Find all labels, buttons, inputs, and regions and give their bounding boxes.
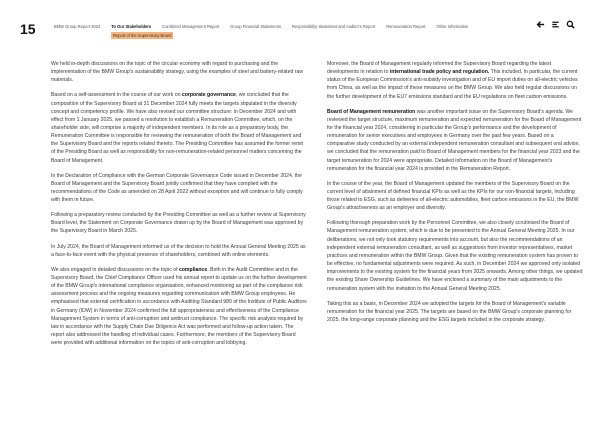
keyword: compliance xyxy=(178,266,208,273)
menu-button[interactable] xyxy=(551,20,560,29)
nav-remuneration-report[interactable]: Remuneration Report xyxy=(386,24,426,29)
body-text xyxy=(51,60,583,354)
back-button[interactable] xyxy=(536,20,545,29)
keyword: international trade policy and regulation. xyxy=(389,69,490,76)
nav-responsibility-statement[interactable]: Responsibility Statement and Auditor's Report xyxy=(292,24,376,29)
paragraph: In the Declaration of Compliance with the German Corporate Governance Code issued in December 2024, the Board of Management and the Supervisory Board jointly confirmed that they have complied with the recommendations of the Code as amended on 28 April 2022 without exception and will continue to fully comply with them in future. xyxy=(51,172,303,204)
nav-group-financial-statements[interactable]: Group Financial Statements xyxy=(230,24,282,29)
nav-other-information[interactable]: Other Information xyxy=(436,24,469,29)
sub-tab-report-of-supervisory-board[interactable]: Report of the Supervisory Board xyxy=(113,33,172,38)
page-number: 15 xyxy=(20,21,36,37)
top-navigation xyxy=(54,24,479,29)
keyword: corporate governance xyxy=(181,92,236,99)
back-arrow-icon xyxy=(536,20,545,29)
paragraph: Board of Management remuneration was another important issue on the Supervisory Board's agenda. We reviewed the target structure, maximum remuneration and expected remuneration for the Board of Management for the financial year 2024, considering in particular the Group's performance and the development of remuneration for senior executives and employees in Germany over the past few years. Based on a comparative study conducted by an external independent remuneration consultant and subsequent oral advice, we concluded that the remuneration paid to Board of Management members for the financial year 2023 and the target remuneration for 2024 were appropriate. Detailed information on the Board of Management's remuneration for the financial year 2024 is provided in the Remuneration Report. xyxy=(327,108,582,172)
search-button[interactable] xyxy=(566,20,575,29)
nav-group-report[interactable]: BMW Group Report 2024 xyxy=(54,24,101,29)
paragraph: Following a preparatory review conducted by the Presiding Committee as well as a further review at Supervisory Board level, the Statement on Corporate Governance drawn up by the Board of Management was approved by the Supervisory Board in March 2025. xyxy=(51,212,306,235)
paragraph: We held in-depth discussions on the topic of the circular economy with regard to purchasing and the implementation of the BMW Group's sustainability strategy, using the examples of steel and battery-related raw materials. xyxy=(51,61,304,84)
paragraph: In the course of the year, the Board of Management updated the members of the Supervisory Board on the current level of attainment of defined financial KPIs as well as the KPIs for our non-financial targets, including those related to ESG, such as deliveries of all-electric automobiles, fleet carbon emissions in the EU, the BMW Group's attractiveness as an employer and diversity. xyxy=(327,180,579,212)
paragraph: We also engaged in detailed discussions on the topic of compliance. Both in the Audit Committee and in the Supervisory Board, the Chief Compliance Officer used his annual report to update us on the further development of the BMW Group's international compliance organisation, enhanced monitoring as part of the compliance risk assessment process and the ongoing measures regarding communication with BMW Group employees. He emphasised that external certification in accordance with Auditing Standard 980 of the Institute of Public Auditors in Germany (IDW) in November 2024 confirmed the full appropriateness and effectiveness of the Compliance Management System in terms of anti-corruption and antitrust compliance. The specific risk analysis required by law in accordance with the Supply Chain Due Diligence Act was performed and follow-up action taken. The report also addressed the handling of individual cases. Furthermore, the members of the Supervisory Board were provided with additional information on the topics of anti-corruption and lobbying. xyxy=(51,266,307,347)
left-column xyxy=(51,60,307,354)
paragraph: In July 2024, the Board of Management informed us of the decision to hold the Annual General Meeting 2025 as a face-to-face event with the physical presence of shareholders, combined with online elements. xyxy=(51,243,306,258)
paragraph: Taking this as a basis, in December 2024 we adopted the targets for the Board of Management's variable remuneration for the financial year 2025. The targets are based on the BMW Group's corporate planning for 2025, the long-range corporate planning and the ESG targets included in the corporate strategy. xyxy=(327,300,572,323)
toolbar xyxy=(536,20,575,29)
paragraph: Moreover, the Board of Management regularly informed the Supervisory Board regarding the latest developments in relation to international trade policy and regulation. This included, in particular, the current status of the European Commission's anti-subsidy investigation and of EU import duties on all-electric vehicles from China, as well as the impact of these measures on the BMW Group. We also held regular discussions on the further development of the EU7 emissions standard and the EU regulations on fleet carbon emissions. xyxy=(327,61,578,100)
right-column xyxy=(327,60,583,354)
search-icon xyxy=(566,20,575,29)
paragraph: Following thorough preparation work by the Personnel Committee, we also closely scrutinised the Board of Management remuneration system, which is due to be presented to the Annual General Meeting 2025. In our deliberations, we not only took statutory requirements into account, but also the recommendations of an independent external remuneration consultant, as well as suggestions from investor representatives, market practices and remuneration within the BMW Group. Given that the existing remuneration system has proven to be effective, no fundamental adjustments were required. As such, in December 2024 we approved only isolated improvements to the existing system for the financial years from 2025 onwards. Among other things, we updated the existing Share Ownership Guidelines. We have enclosed a summary of the main adjustments to the remuneration system with the invitation to the Annual General Meeting 2025. xyxy=(327,220,583,292)
paragraph: Based on a self-assessment in the course of our work on corporate governance, we concluded that the composition of the Supervisory Board at 31 December 2024 fully meets the targets stipulated in the diversity concept and competency profile. We have also revised our committee structure: in December 2024 and with effect from 1 January 2025, we passed a resolution to establish a Remuneration Committee, which, on the shareholder side, will comprise a majority of independent members. In its role as a preparatory body, the Remuneration Committee is responsible for reviewing the remuneration of both the Board of Management and the Supervisory Board and the reports related thereto. The Presiding Committee has assumed the former remit of the Presiding Board as well as responsibility for non-remuneration-related personnel matters concerning the Board of Management. xyxy=(51,92,303,164)
menu-icon xyxy=(551,20,560,29)
keyword: Board of Management remuneration xyxy=(327,108,416,115)
nav-combined-management-report[interactable]: Combined Management Report xyxy=(162,24,220,29)
nav-to-our-stakeholders[interactable]: To Our Stakeholders xyxy=(111,24,152,29)
